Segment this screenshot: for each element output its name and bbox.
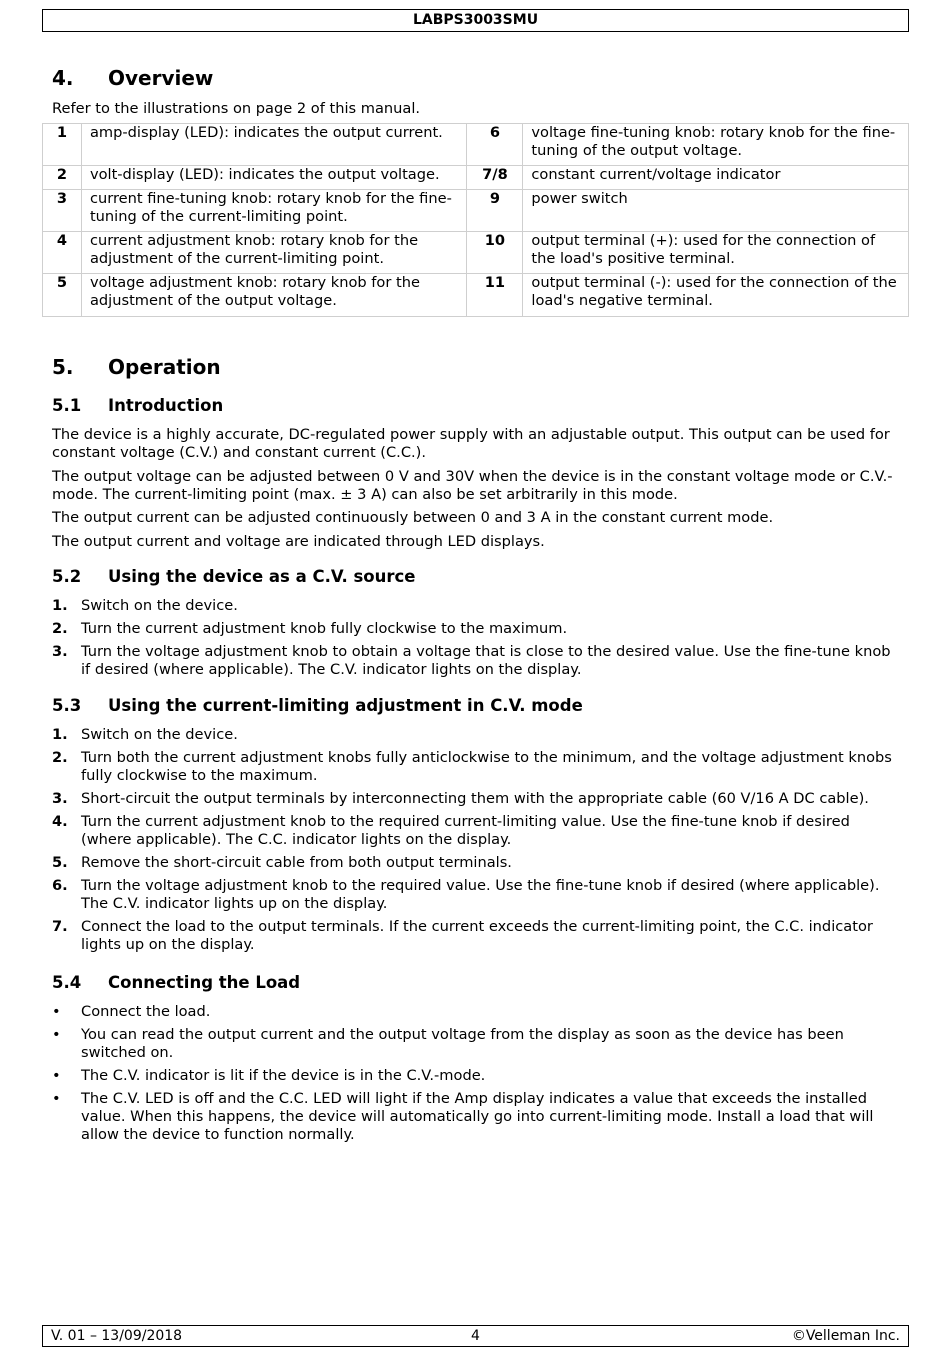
- intro-paragraph: The device is a highly accurate, DC-regulated power supply with an adjustable output. This output can be used for constant voltage (C.V.) and constant current (C.C.).: [52, 426, 890, 461]
- bullet-text: The C.V. indicator is lit if the device is in the C.V.-mode.: [81, 1067, 486, 1084]
- step-number: 6.: [52, 877, 68, 894]
- table-row: [43, 232, 909, 274]
- item-description: current fine-tuning knob: rotary knob for the fine-tuning of the current-limiting point.: [81, 190, 467, 232]
- step-number: 1.: [52, 597, 68, 614]
- section-number: 5.2: [52, 567, 82, 586]
- item-description: constant current/voltage indicator: [523, 166, 909, 190]
- step-text: Short-circuit the output terminals by interconnecting them with the appropriate cable (60 V/16 A DC cable).: [81, 790, 869, 807]
- item-description: voltage fine-tuning knob: rotary knob for the fine-tuning of the output voltage.: [523, 124, 909, 166]
- item-description: output terminal (+): used for the connection of the load's positive terminal.: [523, 232, 909, 274]
- footer-copyright: ©Velleman Inc.: [791, 1328, 900, 1344]
- step-text: Switch on the device.: [81, 726, 238, 743]
- section-number: 5.1: [52, 396, 82, 415]
- item-number: 4: [43, 232, 82, 274]
- item-number: 9: [467, 190, 523, 232]
- step-text: Turn both the current adjustment knobs fully anticlockwise to the minimum, and the voltage adjustment knobs fully clockwise to the maximum.: [81, 749, 892, 784]
- item-number: 3: [43, 190, 82, 232]
- cv-source-heading: [52, 567, 416, 587]
- current-limit-steps: [52, 726, 904, 954]
- section-title: Connecting the Load: [108, 973, 301, 992]
- step-text: Turn the current adjustment knob to the required current-limiting value. Use the fine-tune knob if desired (where applicable). The C.C. indicator lights on the display.: [81, 813, 850, 848]
- document-footer: [42, 1325, 909, 1347]
- table-row: [43, 190, 909, 232]
- overview-number: 4.: [52, 66, 74, 90]
- introduction-heading: [52, 396, 223, 416]
- step-number: 2.: [52, 749, 68, 766]
- step-text: Turn the voltage adjustment knob to obtain a voltage that is close to the desired value. Use the fine-tune knob if desired (where applicable). The C.V. indicator lights on the display.: [81, 643, 891, 678]
- load-heading: [52, 973, 300, 993]
- section-title: Using the device as a C.V. source: [108, 567, 416, 586]
- operation-heading: [52, 355, 221, 379]
- list-item: [52, 643, 904, 679]
- bullet-text: Connect the load.: [81, 1003, 211, 1020]
- item-number: 2: [43, 166, 82, 190]
- list-item: [52, 1026, 904, 1062]
- table-row: [43, 124, 909, 166]
- overview-intro: Refer to the illustrations on page 2 of this manual.: [52, 100, 421, 117]
- bullet: •: [52, 1067, 61, 1084]
- cv-source-steps: [52, 597, 904, 679]
- list-item: [52, 1067, 904, 1085]
- table-row: [43, 166, 909, 190]
- section-title: Introduction: [108, 396, 224, 415]
- bullet: •: [52, 1003, 61, 1020]
- list-item: [52, 854, 904, 872]
- item-number: 1: [43, 124, 82, 166]
- list-item: [52, 726, 904, 744]
- list-item: [52, 790, 904, 808]
- item-number: 10: [467, 232, 523, 274]
- footer-page-number: 4: [471, 1328, 480, 1344]
- current-limit-heading: [52, 696, 583, 716]
- item-description: output terminal (-): used for the connection of the load's negative terminal.: [523, 274, 909, 317]
- item-number: 6: [467, 124, 523, 166]
- list-item: [52, 1003, 904, 1021]
- item-description: volt-display (LED): indicates the output voltage.: [81, 166, 467, 190]
- step-number: 3.: [52, 790, 68, 807]
- document-header: [42, 9, 909, 32]
- list-item: [52, 813, 904, 849]
- list-item: [52, 918, 904, 954]
- footer-version: V. 01 – 13/09/2018: [51, 1328, 183, 1344]
- list-item: [52, 749, 904, 785]
- item-number: 11: [467, 274, 523, 317]
- step-text: Connect the load to the output terminals. If the current exceeds the current-limiting point, the C.C. indicator lights up on the display.: [81, 918, 873, 953]
- overview-title: Overview: [108, 66, 214, 90]
- intro-paragraph: The output voltage can be adjusted between 0 V and 30V when the device is in the constant voltage mode or C.V.-mode. The current-limiting point (max. ± 3 A) can also be set arbitrarily in this mode.: [52, 468, 893, 503]
- bullet: •: [52, 1026, 61, 1043]
- load-list: [52, 1003, 904, 1144]
- section-number: 5.3: [52, 696, 82, 715]
- operation-title: Operation: [108, 355, 221, 379]
- bullet-text: The C.V. LED is off and the C.C. LED will light if the Amp display indicates a value that exceeds the installed value. When this happens, the device will automatically go into current-limiting mode. Install a load that will allow the device to function normally.: [81, 1090, 874, 1143]
- bullet: •: [52, 1090, 61, 1107]
- step-number: 1.: [52, 726, 68, 743]
- step-number: 5.: [52, 854, 68, 871]
- list-item: [52, 1090, 904, 1144]
- table-row: [43, 274, 909, 317]
- step-number: 4.: [52, 813, 68, 830]
- intro-paragraph: The output current can be adjusted continuously between 0 and 3 A in the constant current mode.: [52, 509, 774, 526]
- step-number: 3.: [52, 643, 68, 660]
- item-description: voltage adjustment knob: rotary knob for the adjustment of the output voltage.: [81, 274, 467, 317]
- list-item: [52, 877, 904, 913]
- bullet-text: You can read the output current and the output voltage from the display as soon as the device has been switched on.: [81, 1026, 844, 1061]
- step-text: Turn the voltage adjustment knob to the required value. Use the fine-tune knob if desired (where applicable). The C.V. indicator lights up on the display.: [81, 877, 880, 912]
- overview-table: [42, 123, 909, 317]
- intro-paragraph: The output current and voltage are indicated through LED displays.: [52, 533, 545, 550]
- step-text: Remove the short-circuit cable from both output terminals.: [81, 854, 512, 871]
- operation-number: 5.: [52, 355, 74, 379]
- step-text: Turn the current adjustment knob fully clockwise to the maximum.: [81, 620, 568, 637]
- list-item: [52, 620, 904, 638]
- item-description: power switch: [523, 190, 909, 232]
- item-description: current adjustment knob: rotary knob for the adjustment of the current-limiting point.: [81, 232, 467, 274]
- item-number: 7/8: [467, 166, 523, 190]
- item-number: 5: [43, 274, 82, 317]
- step-number: 2.: [52, 620, 68, 637]
- section-number: 5.4: [52, 973, 82, 992]
- step-text: Switch on the device.: [81, 597, 238, 614]
- item-description: amp-display (LED): indicates the output current.: [81, 124, 467, 166]
- overview-heading: [52, 66, 213, 90]
- step-number: 7.: [52, 918, 68, 935]
- header-title: LABPS3003SMU: [412, 12, 539, 28]
- list-item: [52, 597, 904, 615]
- section-title: Using the current-limiting adjustment in C.V. mode: [108, 696, 583, 715]
